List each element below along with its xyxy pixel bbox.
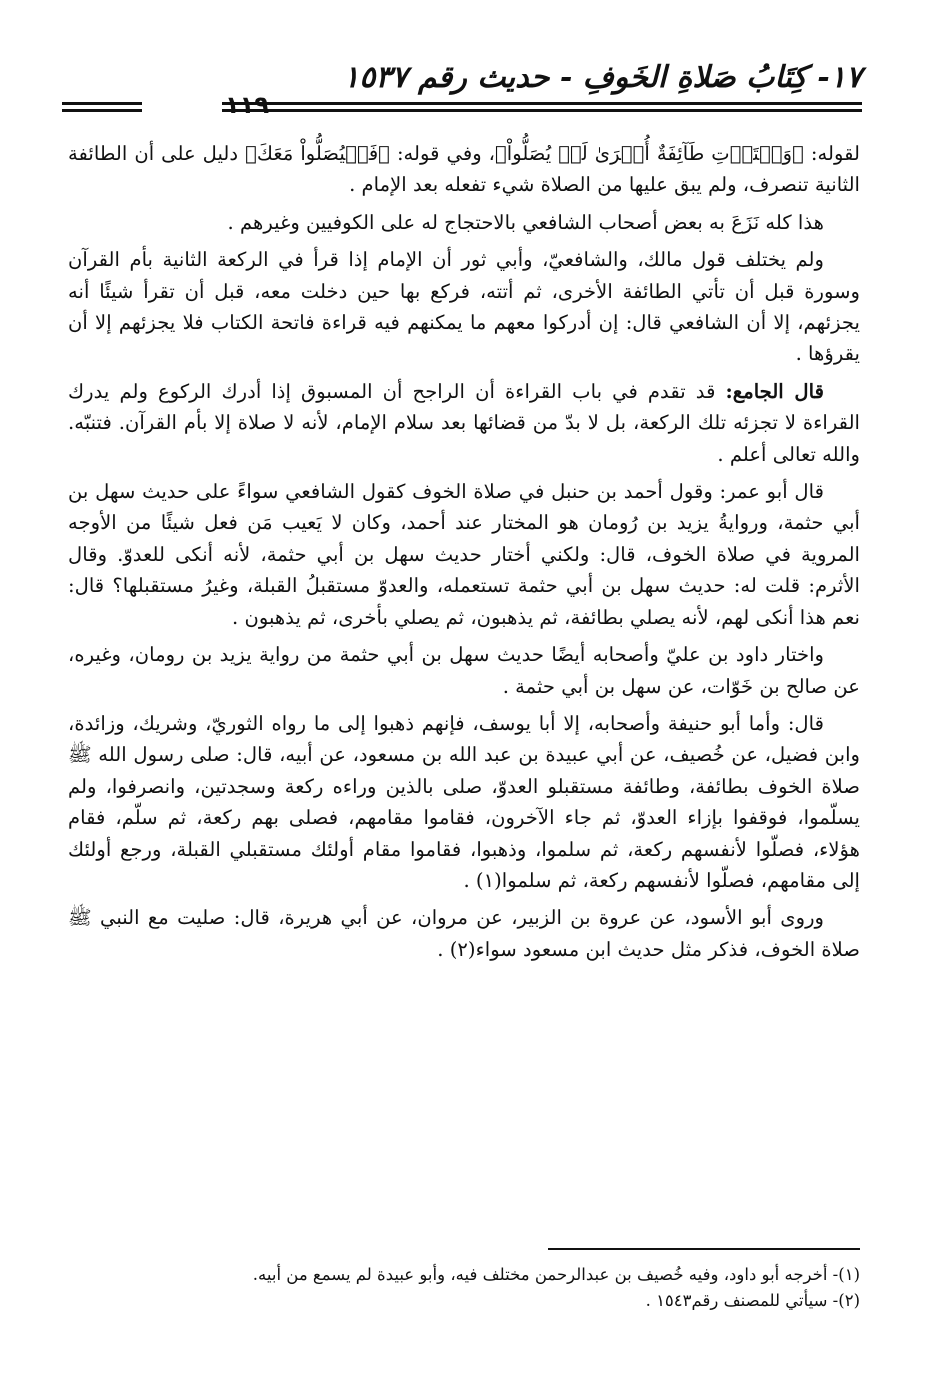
paragraph [68, 376, 860, 470]
footnote: (١)- أخرجه أبو داود، وفيه خُصيف بن عبدالرحمن مختلف فيه، وأبو عبيدة لم يسمع من أبيه. [252, 1265, 860, 1284]
paragraph [68, 138, 860, 201]
running-header [60, 58, 862, 100]
header-rule [62, 91, 862, 120]
paragraph-text: واختار داود بن عليّ وأصحابه أيضًا حديث سهل بن أبي حثمة من رواية يزيد بن رومان، وغيره، عن صالح بن خَوّات، عن سهل بن أبي حثمة . [68, 643, 860, 698]
paragraph [68, 639, 860, 702]
paragraph-text: قال: وأما أبو حنيفة وأصحابه، إلا أبا يوسف، فإنهم ذهبوا إلى ما رواه الثوريّ، وشريك، وزائدة، وابن فضيل، عن خُصيف، عن أبي عبيدة بن عبد الله بن مسعود، عن أبيه، قال: صلى رسول الله ﷺ صلاة الخوف بطائفة، وطائفة مستقبلو العدوّ، صلى بالذين وراءه ركعة وسجدتين، وانصرفوا، ولم يسلّموا، فوقفوا بإزاء العدوّ، ثم جاء الآخرون، فقاموا مقامهم، فصلى بهم ركعة، ثم سلّم، فقام هؤلاء، فصلّوا لأنفسهم ركعة، ثم سلموا، وذهبوا، فقاموا مقام أولئك مستقبلي القبلة، ورجع أولئك إلى مقامهم، فصلّوا لأنفسهم ركعة، ثم سلموا(١) . [68, 711, 860, 892]
rule-line [222, 109, 862, 112]
paragraph [68, 902, 860, 965]
paragraph [68, 244, 860, 370]
page-number: ١١٩ [225, 91, 269, 119]
rule-line [222, 102, 862, 105]
paragraph-text: قال أبو عمر: وقول أحمد بن حنبل في صلاة الخوف كقول الشافعي سواءً على حديث سهل بن أبي حثمة، وروايةُ يزيد بن رُومان هو المختار عند أحمد، وكان لا يَعيب مَن فعل شيئًا من الأوجه المروية في صلاة الخوف، قال: ولكني أختار حديث سهل بن أبي حثمة، لأنه أنكى للعدوّ. وقال الأثرم: قلت له: حديث سهل بن أبي حثمة تستعمله، والعدوّ مستقبلُ القبلة، وغيرُ مستقبلها؟ قال: نعم هذا أنكى لهم، لأنه يصلي بطائفة، ثم يذهبون، ثم يصلي بأخرى، ثم يذهبون . [68, 480, 860, 629]
paragraph [68, 207, 860, 238]
footnote: (٢)- سيأتي للمصنف رقم١٥٤٣ . [645, 1291, 860, 1310]
paragraph-text: قد تقدم في باب القراءة أن الراجح أن المسبوق إذا أدرك الركوع ولم يدرك القراءة لا تجزئه تلك الركعة، بل لا بدّ من قضائها بعد سلام الإمام، لأنه لا صلاة إلا بأم القرآن. فتنبّه. والله تعالى أعلم . [68, 379, 860, 466]
paragraph-text: لقوله: ﴿وَلۡتَأۡتِ طَآئِفَةٌ أُخۡرَىٰ لَمۡ يُصَلُّواْ﴾، وفي قوله: ﴿فَلۡيُصَلُّواْ مَعَكَ﴾ دليل على أن الطائفة الثانية تنصرف، ولم يبق عليها من الصلاة شيء تفعله بعد الإمام . [68, 142, 860, 197]
main-text [68, 138, 860, 971]
paragraph-text: ولم يختلف قول مالك، والشافعيّ، وأبي ثور أن الإمام إذا قرأ في الركعة الثانية بأم القرآن وسورة قبل أن تأتي الطائفة الأخرى، ثم أتته، فركع بها حين دخلت معه، قبل أن تقرأ شيئًا أنه يجزئهم، إلا أن الشافعي قال: إن أدركوا معهم ما يمكنهم فيه قراءة فاتحة الكتاب فلا يجزئهم إلا أن يقرؤها . [68, 248, 860, 366]
paragraph-text: هذا كله نَزَعَ به بعض أصحاب الشافعي بالاحتجاج له على الكوفيين وغيرهم . [227, 210, 824, 234]
rule-line [62, 109, 142, 112]
paragraph [68, 476, 860, 633]
speaker-label: قال الجامع: [725, 379, 824, 403]
paragraph [68, 708, 860, 896]
paragraph-text: وروى أبو الأسود، عن عروة بن الزبير، عن مروان، عن أبي هريرة، قال: صليت مع النبي ﷺ صلاة الخوف، فذكر مثل حديث ابن مسعود سواء(٢) . [68, 906, 860, 961]
footnotes [68, 1262, 860, 1314]
rule-line [62, 102, 142, 105]
header-title: ١٧- كِتَابُ صَلاةِ الخَوفِ - حديث رقم ١٥٣٧ [343, 60, 862, 95]
footnote-separator [548, 1248, 860, 1250]
